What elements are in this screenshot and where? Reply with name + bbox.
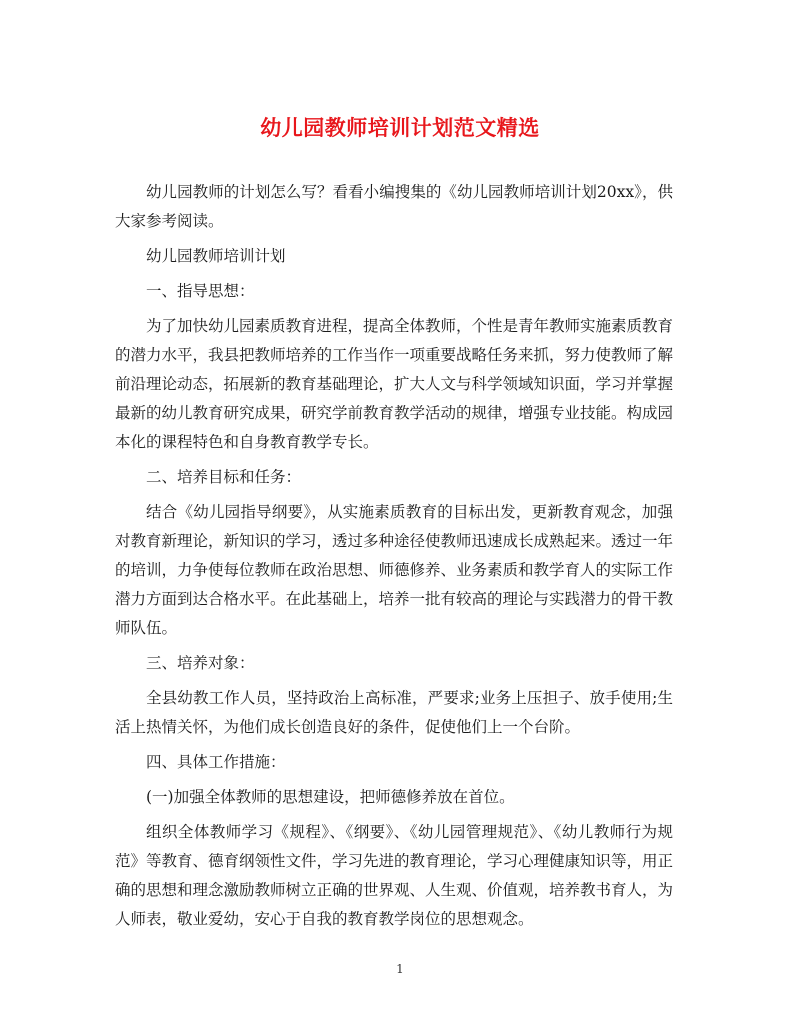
document-body xyxy=(115,178,673,940)
paragraph-targets: 全县幼教工作人员，坚持政治上高标准，严要求;业务上压担子、放手使用;生活上热情关怀，为他们成长创造良好的条件，促使他们上一个台阶。 xyxy=(115,689,673,736)
section-heading-guiding-thought: 一、指导思想： xyxy=(146,282,255,300)
paragraph-goals: 结合《幼儿园指导纲要》，从实施素质教育的目标出发，更新教育观念，加强对教育新理论，新知识的学习，透过多种途径使教师迅速成长成熟起来。透过一年的培训，力争使每位教师在政治思想、师德修养、业务素质和教学育人的实际工作潜力方面到达合格水平。在此基础上，培养一批有较高的理论与实践潜力的骨干教师队伍。 xyxy=(115,503,674,637)
page-number: 1 xyxy=(396,962,404,976)
paragraph-intro: 幼儿园教师的计划怎么写？看看小编搜集的《幼儿园教师培训计划20xx》，供大家参考阅读。 xyxy=(115,183,673,230)
document-title: 幼儿园教师培训计划范文精选 xyxy=(260,115,540,140)
section-heading-goals: 二、培养目标和任务： xyxy=(146,468,302,486)
paragraph-plan-heading: 幼儿园教师培训计划 xyxy=(146,247,286,265)
section-heading-measures: 四、具体工作措施： xyxy=(146,753,286,771)
section-heading-targets: 三、培养对象： xyxy=(146,654,255,672)
paragraph-ethics: 组织全体教师学习《规程》、《纲要》、《幼儿园管理规范》、《幼儿教师行为规范》等教育、德育纲领性文件，学习先进的教育理论，学习心理健康知识等，用正确的思想和理念激励教师树立正确的世界观、人生观、价值观，培养教书育人，为人师表，敬业爱幼，安心于自我的教育教学岗位的思想观念。 xyxy=(115,823,674,928)
subsection-heading-ethics: (一)加强全体教师的思想建设，把师德修养放在首位。 xyxy=(146,788,515,806)
paragraph-guiding-thought: 为了加快幼儿园素质教育进程，提高全体教师，个性是青年教师实施素质教育的潜力水平，我县把教师培养的工作当作一项重要战略任务来抓，努力使教师了解前沿理论动态，拓展新的教育基础理论，扩大人文与科学领域知识面，学习并掌握最新的幼儿教育研究成果，研究学前教育教学活动的规律，增强专业技能。构成园本化的课程特色和自身教育教学专长。 xyxy=(115,317,674,451)
